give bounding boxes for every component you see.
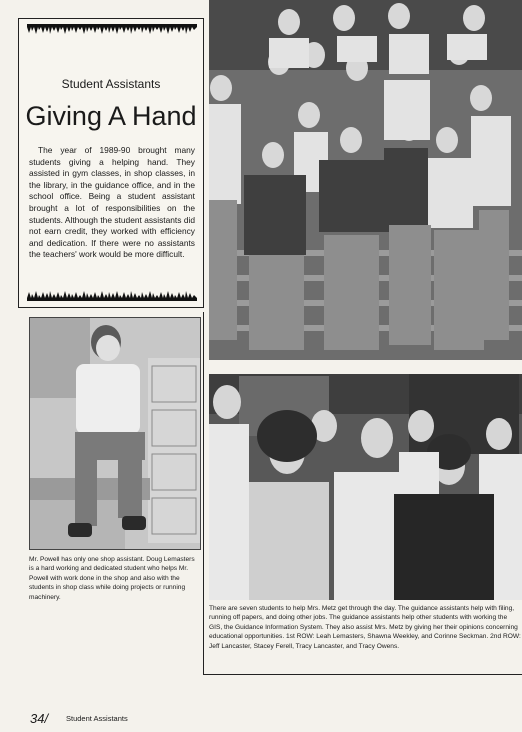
page-number: 34/: [30, 711, 49, 726]
feature-body-copy: The year of 1989-90 brought many students giving a helping hand. They assisted in gym classes, in shop classes, in the library, in the guidance office, and in the school office. Being a student assistant brought a lot of responsibilities on the students. Although the student assistants did not earn credit, they worked with efficiency and dedication. If there were no assistants the teachers' work would be more difficult.: [29, 145, 195, 260]
section-kicker: Student Assistants: [61, 77, 161, 91]
group-photo-stairs: [209, 0, 522, 360]
guidance-assistants-photo: [209, 374, 522, 600]
feature-text-box: [18, 18, 204, 308]
frame-line-horizontal: [203, 674, 522, 675]
footer-section-label: Student Assistants: [66, 714, 128, 723]
feature-headline: Giving A Hand: [25, 101, 197, 131]
shop-assistant-photo: [29, 317, 201, 550]
grass-border-bottom: [27, 291, 197, 301]
grass-border-top: [27, 24, 197, 34]
shop-caption: Mr. Powell has only one shop assistant. Doug Lemasters is a hard working and dedicated student who helps Mr. Powell with work done in the shop and also with the students in shop class while doing projects or running machinery.: [29, 556, 195, 601]
guidance-caption: There are seven students to help Mrs. Metz get through the day. The guidance assistants help with filing, running off papers, and doing other jobs. The guidance assistants help other students with working the GIS, the Guidance Information System. They also assist Mrs. Metz by giving her their opinions concerning educational opportunities. 1st ROW: Leah Lemasters, Shawna Weekley, and Corinne Seckman. 2nd ROW: Jeff Lancaster, Stacey Ferell, Tracy Lancaster, and Tracy Owens.: [209, 605, 521, 650]
frame-line-vertical: [203, 312, 204, 675]
